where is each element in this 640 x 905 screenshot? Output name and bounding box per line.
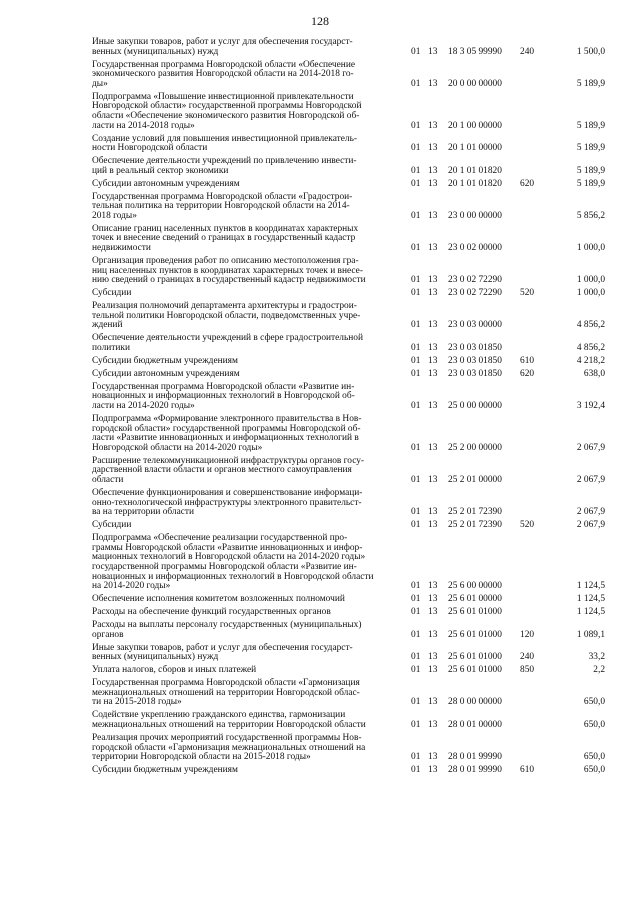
- row-subsection-code: 13: [428, 288, 438, 299]
- row-section-code: 01: [411, 629, 421, 640]
- row-target-article-code: 25 2 00 00000: [448, 442, 502, 453]
- row-expense-type-code: 610: [520, 355, 535, 366]
- row-sum: 3 192,4: [576, 401, 605, 412]
- row-name: Субсидии автономным учреждениям: [92, 178, 240, 189]
- row-sum: 4 218,2: [576, 355, 605, 366]
- row-sum: 5 856,2: [576, 210, 605, 221]
- table-row: [0, 734, 640, 763]
- table-row: [0, 93, 640, 131]
- table-row: [0, 666, 640, 676]
- table-row: [0, 357, 640, 367]
- row-subsection-code: 13: [428, 368, 438, 379]
- row-name: Подпрограмма «Формирование электронного правительства в Нов- городской области» государственной программы Новгородской об- ласти «Развитие инновационных и информационных технологий в Новгородской области на 2014-2020 годы»: [92, 414, 362, 453]
- row-section-code: 01: [411, 368, 421, 379]
- table-row: [0, 180, 640, 190]
- row-name: Государственная программа Новгородской области «Гармонизация межнациональных отношений на территории Новгородской облас- ти на 2015-2018 годы»: [92, 678, 360, 708]
- row-section-code: 01: [411, 210, 421, 221]
- row-target-article-code: 23 0 03 01850: [448, 355, 502, 366]
- row-target-article-code: 25 6 01 00000: [448, 594, 502, 605]
- row-sum: 1 124,5: [576, 607, 605, 618]
- row-subsection-code: 13: [428, 120, 438, 131]
- row-sum: 4 856,2: [576, 342, 605, 353]
- row-expense-type-code: 850: [520, 665, 535, 676]
- row-subsection-code: 13: [428, 210, 438, 221]
- row-section-code: 01: [411, 355, 421, 366]
- row-subsection-code: 13: [428, 442, 438, 453]
- row-target-article-code: 20 0 00 00000: [448, 78, 502, 89]
- row-target-article-code: 23 0 02 72290: [448, 275, 502, 286]
- row-target-article-code: 23 0 02 72290: [448, 288, 502, 299]
- row-name: Субсидии бюджетным учреждениям: [92, 355, 238, 366]
- row-subsection-code: 13: [428, 143, 438, 154]
- row-target-article-code: 28 0 01 99990: [448, 752, 502, 763]
- row-sum: 1 500,0: [576, 46, 605, 57]
- row-section-code: 01: [411, 342, 421, 353]
- row-expense-type-code: 610: [520, 765, 535, 776]
- row-target-article-code: 28 0 01 00000: [448, 719, 502, 730]
- table-row: [0, 711, 640, 730]
- row-target-article-code: 25 2 01 72390: [448, 507, 502, 518]
- row-subsection-code: 13: [428, 507, 438, 518]
- row-target-article-code: 23 0 03 01850: [448, 368, 502, 379]
- row-section-code: 01: [411, 165, 421, 176]
- row-target-article-code: 18 3 05 99990: [448, 46, 502, 57]
- table-row: [0, 415, 640, 453]
- row-target-article-code: 25 6 01 01000: [448, 629, 502, 640]
- row-name: Субсидии: [92, 520, 132, 531]
- row-section-code: 01: [411, 719, 421, 730]
- row-target-article-code: 20 1 01 00000: [448, 143, 502, 154]
- row-name: Обеспечение функционирования и совершенствование информаци- онно-технологической инфраструктуры электронного правительст- ва на территории области: [92, 487, 363, 518]
- table-row: [0, 534, 640, 592]
- row-name: Государственная программа Новгородской области «Градострои- тельная политика на территории Новгородской области на 2014- 2018 годы»: [92, 191, 353, 221]
- row-subsection-code: 13: [428, 752, 438, 763]
- row-subsection-code: 13: [428, 165, 438, 176]
- row-target-article-code: 25 2 01 00000: [448, 475, 502, 485]
- row-name: Подпрограмма «Обеспечение реализации государственной про- граммы Новгородской области «Развитие инновационных и инфор- мационных технологий в Новгородской области на 2014-2020 годы» государственной программы Новгородской области «Развитие ин- новационных и информационных технологий в Новгородской области на 2014-2020 годы»: [92, 533, 374, 592]
- row-subsection-code: 13: [428, 401, 438, 412]
- row-expense-type-code: 240: [520, 46, 535, 57]
- table-row: [0, 302, 640, 331]
- table-row: [0, 383, 640, 412]
- row-name: Государственная программа Новгородской области «Развитие ин- новационных и информационных технологий в Новгородской об- ласти на 2014-2020 годы»: [92, 381, 355, 412]
- row-target-article-code: 23 0 03 01850: [448, 342, 502, 353]
- table-row: [0, 157, 640, 176]
- table-row: [0, 225, 640, 254]
- row-section-code: 01: [411, 78, 421, 89]
- row-sum: 2 067,9: [576, 507, 605, 518]
- row-sum: 2 067,9: [576, 475, 605, 485]
- row-sum: 1 000,0: [576, 275, 605, 286]
- row-name: Содействие укреплению гражданского единства, гармонизации межнациональных отношений на территории Новгородской области: [92, 710, 366, 730]
- table-row: [0, 257, 640, 286]
- row-expense-type-code: 620: [520, 368, 535, 379]
- row-section-code: 01: [411, 143, 421, 154]
- row-name: Иные закупки товаров, работ и услуг для обеспечения государст- венных (муниципальных) нужд: [92, 37, 353, 57]
- table-row: [0, 193, 640, 222]
- row-section-code: 01: [411, 594, 421, 605]
- row-target-article-code: 25 6 01 01000: [448, 652, 502, 663]
- row-sum: 5 189,9: [576, 120, 605, 131]
- row-sum: 650,0: [583, 765, 605, 776]
- row-sum: 638,0: [583, 368, 605, 379]
- row-target-article-code: 25 2 01 72390: [448, 520, 502, 531]
- row-name: Реализация полномочий департамента архитектуры и градострои- тельной политики Новгородской области, подведомственных учре- ждений: [92, 301, 361, 331]
- row-section-code: 01: [411, 765, 421, 776]
- row-sum: 5 189,9: [576, 143, 605, 154]
- row-section-code: 01: [411, 275, 421, 286]
- row-subsection-code: 13: [428, 342, 438, 353]
- row-sum: 650,0: [583, 752, 605, 763]
- row-section-code: 01: [411, 752, 421, 763]
- row-section-code: 01: [411, 652, 421, 663]
- table-row: [0, 457, 640, 486]
- table-row: [0, 679, 640, 708]
- row-subsection-code: 13: [428, 520, 438, 531]
- row-subsection-code: 13: [428, 475, 438, 485]
- row-expense-type-code: 120: [520, 629, 535, 640]
- row-section-code: 01: [411, 120, 421, 131]
- row-name: Уплата налогов, сборов и иных платежей: [92, 665, 257, 676]
- row-expense-type-code: 620: [520, 178, 535, 189]
- row-expense-type-code: 520: [520, 288, 535, 299]
- row-sum: 1 000,0: [576, 243, 605, 254]
- row-name: Расширение телекоммуникационной инфраструктуры органов госу- дарственной власти области и органов местного самоуправления области: [92, 455, 365, 485]
- row-name: Подпрограмма «Повышение инвестиционной привлекательности Новгородской области» государственной программы Новгородской области «Обеспечение экономического развития Новгородской об- ласти на 2014-2018 годы»: [92, 91, 362, 131]
- table-row: [0, 489, 640, 518]
- row-section-code: 01: [411, 697, 421, 708]
- row-name: Обеспечение деятельности учреждений в сфере градостроительной политики: [92, 333, 363, 353]
- row-section-code: 01: [411, 581, 421, 592]
- table-row: [0, 595, 640, 605]
- row-sum: 2 067,9: [576, 520, 605, 531]
- row-sum: 650,0: [583, 697, 605, 708]
- row-target-article-code: 25 0 00 00000: [448, 401, 502, 412]
- row-subsection-code: 13: [428, 719, 438, 730]
- table-row: [0, 766, 640, 776]
- row-subsection-code: 13: [428, 46, 438, 57]
- table-row: [0, 38, 640, 57]
- row-name: Организация проведения работ по описанию местоположения гра- ниц населенных пунктов в координатах характерных точек и внесе- нию сведений о границах в государственный кадастр недвижимости: [92, 256, 366, 286]
- row-expense-type-code: 240: [520, 652, 535, 663]
- table-row: [0, 621, 640, 640]
- row-section-code: 01: [411, 665, 421, 676]
- row-sum: 2,2: [593, 665, 605, 676]
- row-section-code: 01: [411, 507, 421, 518]
- row-name: Расходы на обеспечение функций государственных органов: [92, 607, 331, 618]
- row-section-code: 01: [411, 288, 421, 299]
- row-section-code: 01: [411, 475, 421, 485]
- row-sum: 1 089,1: [576, 629, 605, 640]
- row-subsection-code: 13: [428, 243, 438, 254]
- row-name: Субсидии бюджетным учреждениям: [92, 765, 238, 776]
- row-target-article-code: 25 6 01 01000: [448, 665, 502, 676]
- row-target-article-code: 28 0 00 00000: [448, 697, 502, 708]
- row-subsection-code: 13: [428, 697, 438, 708]
- row-name: Реализация прочих мероприятий государственной программы Нов- городской области «Гармонизация межнациональных отношений на территории Новгородской области на 2015-2018 годы»: [92, 732, 366, 763]
- row-target-article-code: 23 0 00 00000: [448, 210, 502, 221]
- row-subsection-code: 13: [428, 275, 438, 286]
- row-subsection-code: 13: [428, 652, 438, 663]
- row-target-article-code: 25 6 00 00000: [448, 581, 502, 592]
- row-name: Описание границ населенных пунктов в координатах характерных точек и внесение сведений о границах в государственный кадастр недвижимости: [92, 223, 359, 254]
- row-sum: 5 189,9: [576, 78, 605, 89]
- row-name: Создание условий для повышения инвестиционной привлекатель- ности Новгородской области: [92, 133, 357, 154]
- row-section-code: 01: [411, 320, 421, 331]
- row-subsection-code: 13: [428, 629, 438, 640]
- row-sum: 5 189,9: [576, 178, 605, 189]
- row-sum: 4 856,2: [576, 320, 605, 331]
- row-target-article-code: 23 0 03 00000: [448, 320, 502, 331]
- row-name: Иные закупки товаров, работ и услуг для обеспечения государст- венных (муниципальных) нужд: [92, 642, 353, 663]
- table-row: [0, 61, 640, 90]
- row-section-code: 01: [411, 46, 421, 57]
- row-sum: 5 189,9: [576, 165, 605, 176]
- row-target-article-code: 28 0 01 99990: [448, 765, 502, 776]
- budget-table: [0, 38, 640, 779]
- row-section-code: 01: [411, 401, 421, 412]
- table-row: [0, 608, 640, 618]
- row-subsection-code: 13: [428, 581, 438, 592]
- row-subsection-code: 13: [428, 178, 438, 189]
- row-section-code: 01: [411, 178, 421, 189]
- row-section-code: 01: [411, 520, 421, 531]
- row-target-article-code: 23 0 02 00000: [448, 243, 502, 254]
- row-sum: 650,0: [583, 719, 605, 730]
- row-section-code: 01: [411, 442, 421, 453]
- table-row: [0, 521, 640, 531]
- row-target-article-code: 20 1 00 00000: [448, 120, 502, 131]
- page-number: 128: [311, 14, 329, 28]
- row-sum: 1 124,5: [576, 581, 605, 592]
- row-subsection-code: 13: [428, 594, 438, 605]
- row-name: Расходы на выплаты персоналу государственных (муниципальных) органов: [92, 620, 362, 640]
- row-target-article-code: 25 6 01 01000: [448, 607, 502, 618]
- table-row: [0, 135, 640, 154]
- row-sum: 33,2: [588, 652, 605, 663]
- row-subsection-code: 13: [428, 665, 438, 676]
- row-target-article-code: 20 1 01 01820: [448, 178, 502, 189]
- row-subsection-code: 13: [428, 355, 438, 366]
- row-subsection-code: 13: [428, 607, 438, 618]
- row-name: Субсидии: [92, 288, 132, 299]
- table-row: [0, 334, 640, 353]
- row-subsection-code: 13: [428, 320, 438, 331]
- table-row: [0, 370, 640, 380]
- row-section-code: 01: [411, 607, 421, 618]
- row-sum: 1 000,0: [576, 288, 605, 299]
- row-name: Обеспечение деятельности учреждений по привлечению инвести- ций в реальный сектор экономики: [92, 156, 357, 176]
- row-subsection-code: 13: [428, 765, 438, 776]
- row-expense-type-code: 520: [520, 520, 535, 531]
- row-subsection-code: 13: [428, 78, 438, 89]
- row-name: Обеспечение исполнения комитетом возложенных полномочий: [92, 594, 345, 605]
- row-name: Государственная программа Новгородской области «Обеспечение экономического развития Новгородской области на 2014-2018 го- ды»: [92, 59, 356, 89]
- row-sum: 2 067,9: [576, 442, 605, 453]
- table-row: [0, 644, 640, 663]
- row-name: Субсидии автономным учреждениям: [92, 368, 240, 379]
- row-section-code: 01: [411, 243, 421, 254]
- row-sum: 1 124,5: [576, 594, 605, 605]
- table-row: [0, 289, 640, 299]
- row-target-article-code: 20 1 01 01820: [448, 165, 502, 176]
